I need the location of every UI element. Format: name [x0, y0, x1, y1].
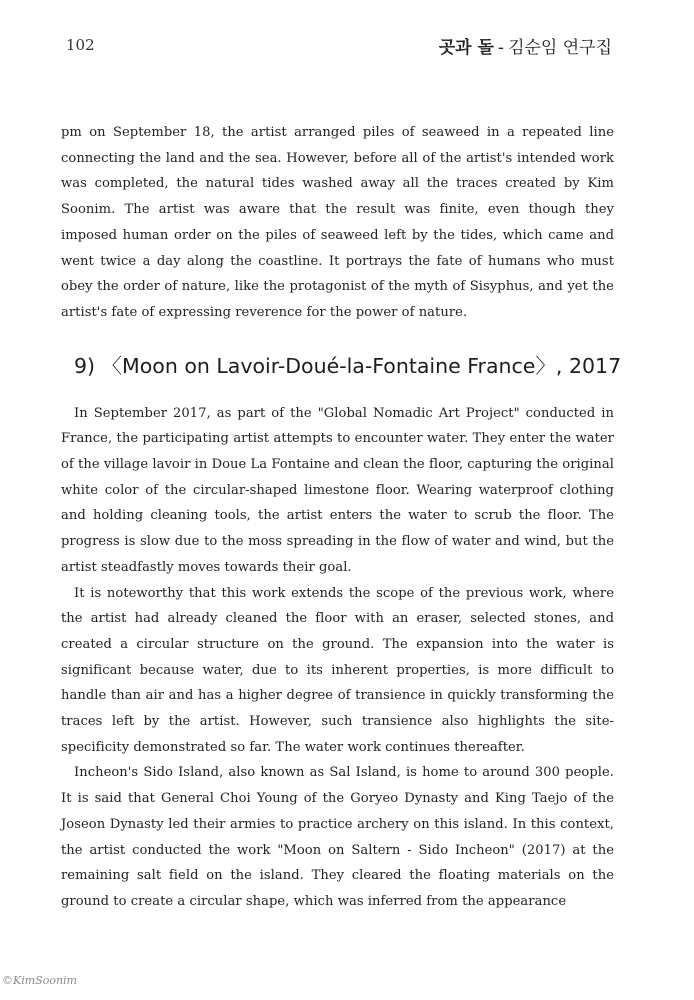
page-body — [61, 120, 622, 915]
book-subtitle: 김순임 연구집 — [508, 38, 612, 58]
book-title: 곳과 돌 — [438, 38, 494, 58]
paragraph-1: In September 2017, as part of the "Global Nomadic Art Project" conducted in France, the participating artist attempts to encounter water. They enter the water of the village lavoir in Doue La Fontaine and clean the floor, capturing the original white color of the circular-shaped limestone floor. Wearing waterproof clothing and holding cleaning tools, the artist enters the water to scrub the floor. The progress is slow due to the moss spreading in the flow of water and wind, but the artist steadfastly moves towards their goal. — [61, 405, 614, 575]
paragraph-3: Incheon's Sido Island, also known as Sal Island, is home to around 300 people. It is said that General Choi Young of the Goryeo Dynasty and King Taejo of the Joseon Dynasty led their armies to practice archery on this island. In this context, the artist conducted the work "Moon on Saltern - Sido Incheon" (2017) at the remaining salt field on the island. They cleared the floating materials on the ground to create a circular shape, which was inferred from the appearance — [61, 765, 614, 909]
paragraph-2: It is noteworthy that this work extends the scope of the previous work, where the artist had already cleaned the floor with an eraser, selected stones, and created a circular structure on the ground. The expansion into the water is significant because water, due to its inherent properties, is more difficult to handle than air and has a higher degree of transience in quickly transforming the traces left by the artist. However, such transience also highlights the site-specificity demonstrated so far. The water work continues thereafter. — [61, 585, 614, 755]
running-head-separator: - — [497, 38, 505, 58]
copyright-watermark: ©KimSoonim — [2, 974, 77, 987]
running-head — [439, 33, 612, 58]
section-heading: 9) 〈Moon on Lavoir-Doué-la-Fontaine France〉, 2017 — [74, 353, 622, 378]
paragraph-continued: pm on September 18, the artist arranged piles of seaweed in a repeated line connecting the land and the sea. However, before all of the artist's intended work was completed, the natural tides washed away all the traces created by Kim Soonim. The artist was aware that the result was finite, even though they imposed human order on the piles of seaweed left by the tides, which came and went twice a day along the coastline. It portrays the fate of humans who must obey the order of nature, like the protagonist of the myth of Sisyphus, and yet the artist's fate of expressing reverence for the power of nature. — [61, 125, 614, 320]
page-number: 102 — [66, 36, 95, 54]
